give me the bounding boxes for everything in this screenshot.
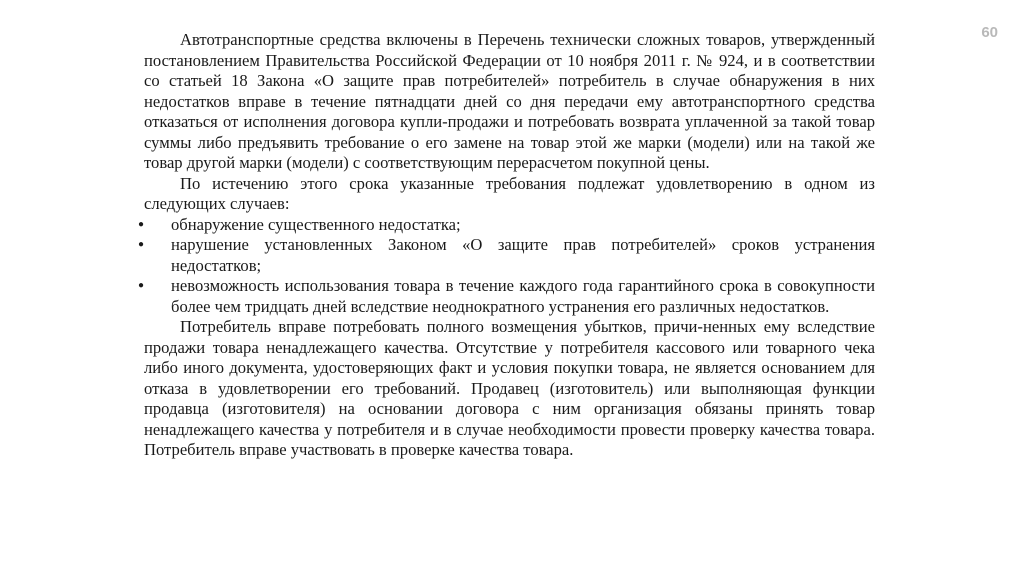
paragraph-after-term: По истечению этого срока указанные требования подлежат удовлетворению в одном из следующих случаев: [144, 173, 875, 213]
list-item-text: обнаружение существенного недостатка; [171, 214, 461, 234]
paragraph-vehicles-list: Автотранспортные средства включены в Перечень технически сложных товаров, утвержденный постановлением Правительства Российской Федерации от 10 ноября 2011 г. № 924, и в соответствии со статьей 18 Закона «О защите прав потребителей» потребитель в случае обнаружения в них недостатков вправе в течение пятнадцати дней со дня передачи ему автотранспортного средства отказаться от исполнения договора купли-продажи и потребовать возврата уплаченной за такой товар суммы либо предъявить требование о его замене на товар этой же марки (модели) или на такой же товар другой марки (модели) с соответствующим перерасчетом покупной цены. [144, 30, 875, 172]
cases-list [138, 214, 875, 318]
document-body [138, 30, 875, 461]
bullet-icon: ● [138, 218, 145, 230]
paragraph-consumer-rights: Потребитель вправе потребовать полного возмещения убытков, причи-ненных ему вследствие продажи товара ненадлежащего качества. Отсутствие у потребителя кассового или товарного чека либо иного документа, удостоверяющих факт и условия покупки товара, не является основанием для отказа в удовлетворении его требований. Продавец (изготовитель) или выполняющая функции продавца (изготовителя) на основании договора с ним организация обязаны принять товар ненадлежащего качества у потребителя и в случае необходимости провести проверку качества товара. Потребитель вправе участвовать в проверке качества товара. [144, 317, 875, 459]
list-item [138, 276, 875, 317]
bullet-icon: ● [138, 239, 145, 250]
list-item [138, 214, 875, 236]
bullet-icon: ● [138, 280, 145, 291]
list-item-text: нарушение установленных Законом «О защите прав потребителей» сроков устранения недостатков; [171, 235, 875, 275]
list-item [138, 235, 875, 276]
page-number: 60 [981, 24, 998, 41]
list-item-text: невозможность использования товара в течение каждого года гарантийного срока в совокупности более чем тридцать дней вследствие неоднократного устранения его различных недостатков. [171, 276, 875, 316]
